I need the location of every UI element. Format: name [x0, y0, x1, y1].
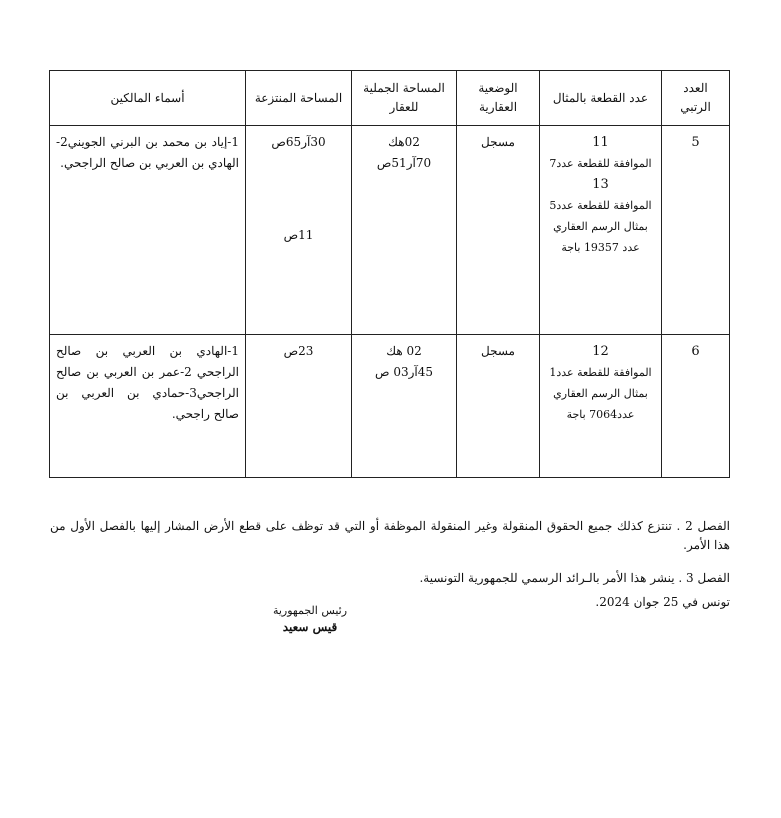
table-header-row — [50, 71, 730, 126]
total-area-line: 70آر51ص — [376, 156, 432, 170]
row-land-status: مسجل — [457, 126, 540, 335]
expropriated-area-line: 30آر65ص — [271, 135, 326, 149]
total-area-line: 45آر03 ص — [374, 365, 434, 379]
signature-block — [240, 602, 380, 636]
row-serial-number: 6 — [662, 335, 730, 478]
row-total-area — [352, 126, 457, 335]
row-owner-names: 1-الهادي بن العربي بن صالح الراجحي 2-عمر بن العربي بن صالح الراجحي3-حمادي بن العربي بن صالح راجحي. — [50, 335, 246, 478]
row-parcel-cell — [540, 126, 662, 335]
row-expropriated-area — [246, 335, 352, 478]
header-owner-names: أسماء المالكين — [50, 71, 246, 126]
expropriation-table — [49, 70, 730, 478]
header-expropriated-area: المساحة المنتزعة — [246, 71, 352, 126]
parcel-number: 11 — [592, 135, 609, 150]
date-line: تونس في 25 جوان 2024. — [595, 595, 730, 609]
row-owner-names: 1-إياد بن محمد بن البرني الجويني2-الهادي بن العربي بن صالح الراجحي. — [50, 126, 246, 335]
parcel-correspondence: الموافقة للقطعة عدد1 — [549, 366, 652, 379]
row-land-status: مسجل — [457, 335, 540, 478]
header-land-status: الوضعية العقارية — [457, 71, 540, 126]
row-serial-number: 5 — [662, 126, 730, 335]
table-row — [50, 126, 730, 335]
parcel-number: 12 — [592, 344, 609, 359]
expropriated-area-line: 11ص — [283, 228, 314, 242]
article-3-paragraph: الفصل 3 . ينشر هذا الأمر بالـرائد الرسمي للجمهورية التونسية. — [419, 571, 730, 585]
header-total-area: المساحة الجملية للعقار — [352, 71, 457, 126]
row-total-area — [352, 335, 457, 478]
signatory-title: رئيس الجمهورية — [272, 604, 348, 617]
land-title-map: بمثال الرسم العقاري عدد 19357 باجة — [553, 220, 648, 254]
land-title-map: بمثال الرسم العقاري عدد7064 باجة — [553, 387, 648, 421]
parcel-number: 13 — [592, 177, 609, 192]
expropriated-area-line: 23ص — [283, 344, 314, 358]
header-serial-number: العدد الرتبي — [662, 71, 730, 126]
parcel-correspondence: الموافقة للقطعة عدد7 — [549, 157, 652, 170]
header-parcel-number: عدد القطعة بالمثال — [540, 71, 662, 126]
parcel-correspondence: الموافقة للقطعة عدد5 — [549, 199, 652, 212]
total-area-line: 02هك — [388, 135, 420, 149]
total-area-line: 02 هك — [386, 344, 422, 358]
article-2-paragraph: الفصل 2 . تنتزع كذلك جميع الحقوق المنقولة وغير المنقولة الموظفة أو التي قد توظف على قطع الأرض المشار إليها بالفصل الأول من هذا الأمر. — [50, 519, 730, 552]
table-row — [50, 335, 730, 478]
row-parcel-cell — [540, 335, 662, 478]
signatory-name: قيس سعيد — [282, 620, 338, 634]
row-expropriated-area — [246, 126, 352, 335]
